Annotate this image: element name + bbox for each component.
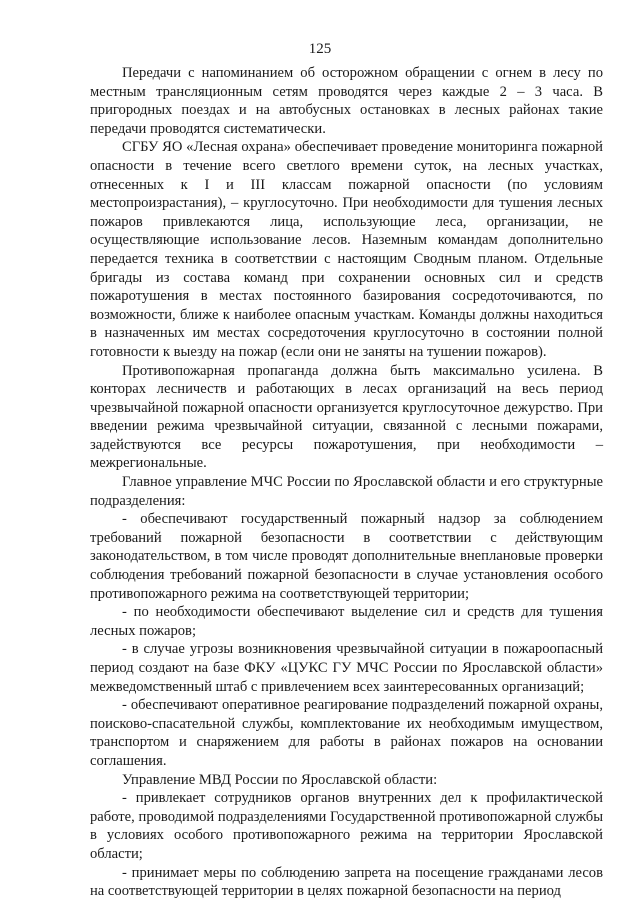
- list-item-rapid-response: - обеспечивают оперативное реагирование подразделений пожарной охраны, поисково-спасательной службы, комплектование их необходимым имуществом, транспортом и снаряжением для работы в районах пожаров на основании соглашения.: [90, 697, 603, 769]
- paragraph-mvd-intro: Управление МВД России по Ярославской области:: [122, 771, 438, 788]
- list-item-police-prevention: - привлекает сотрудников органов внутренних дел к профилактической работе, проводимой подразделениями Государственной противопожарной службы в условиях особого противопожарного режима на территории Ярославской области;: [90, 790, 603, 862]
- body-text: [90, 64, 603, 901]
- list-item-allocate-forces: - по необходимости обеспечивают выделение сил и средств для тушения лесных пожаров;: [90, 604, 603, 639]
- paragraph-fire-propaganda: Противопожарная пропаганда должна быть максимально усилена. В конторах лесничеств и работающих в лесах организаций на весь период чрезвычайной пожарной опасности организуется круглосуточное дежурство. При введении режима чрезвычайной ситуации, связанной с лесными пожарами, задействуются все ресурсы пожаротушения, при необходимости – межрегиональные.: [90, 362, 603, 472]
- page-number: 125: [308, 41, 332, 57]
- paragraph-forest-guard-monitoring: СГБУ ЯО «Лесная охрана» обеспечивает проведение мониторинга пожарной опасности в течение всего светлого времени суток, на лесных участках, отнесенных к I и III классам пожарной опасности (по условиям местопроизрастания), – круглосуточно. При необходимости для тушения лесных пожаров привлекаются лица, использующие леса, организации, не осуществляющие использование лесов. Наземным командам дополнительно передается техника в соответствии с настоящим Сводным планом. Отдельные бригады из состава команд при сохранении основных сил и средств пожаротушения в местах постоянного базирования сосредоточиваются, по возможности, ближе к наиболее опасным участкам. Команды должны находиться в назначенных им местах сосредоточения круглосуточно в состоянии полной готовности к выезду на пожар (если они не заняты на тушении пожаров).: [90, 139, 603, 360]
- paragraph-emercom-intro: Главное управление МЧС России по Ярославской области и его структурные подразделения:: [90, 474, 603, 509]
- paragraph-fire-safety-broadcasts: Передачи с напоминанием об осторожном обращении с огнем в лесу по местным трансляционным сетям проводятся через каждые 2 – 3 часа. В пригородных поездах и на автобусных остановках в лесных районах такие передачи проводятся систематически.: [90, 65, 603, 137]
- list-item-forest-visit-ban: - принимает меры по соблюдению запрета на посещение гражданами лесов на соответствующей территории в целях пожарной безопасности на период: [90, 864, 603, 900]
- list-item-interagency-headquarters: - в случае угрозы возникновения чрезвычайной ситуации в пожароопасный период создают на базе ФКУ «ЦУКС ГУ МЧС России по Ярославской области» межведомственный штаб с привлечением всех заинтересованных организаций;: [90, 641, 603, 695]
- list-item-fire-supervision: - обеспечивают государственный пожарный надзор за соблюдением требований пожарной безопасности в соответствии с действующим законодательством, в том числе проводят дополнительные внеплановые проверки соблюдения требований пожарной безопасности в случае установления особого противопожарного режима на соответствующей территории;: [90, 511, 603, 602]
